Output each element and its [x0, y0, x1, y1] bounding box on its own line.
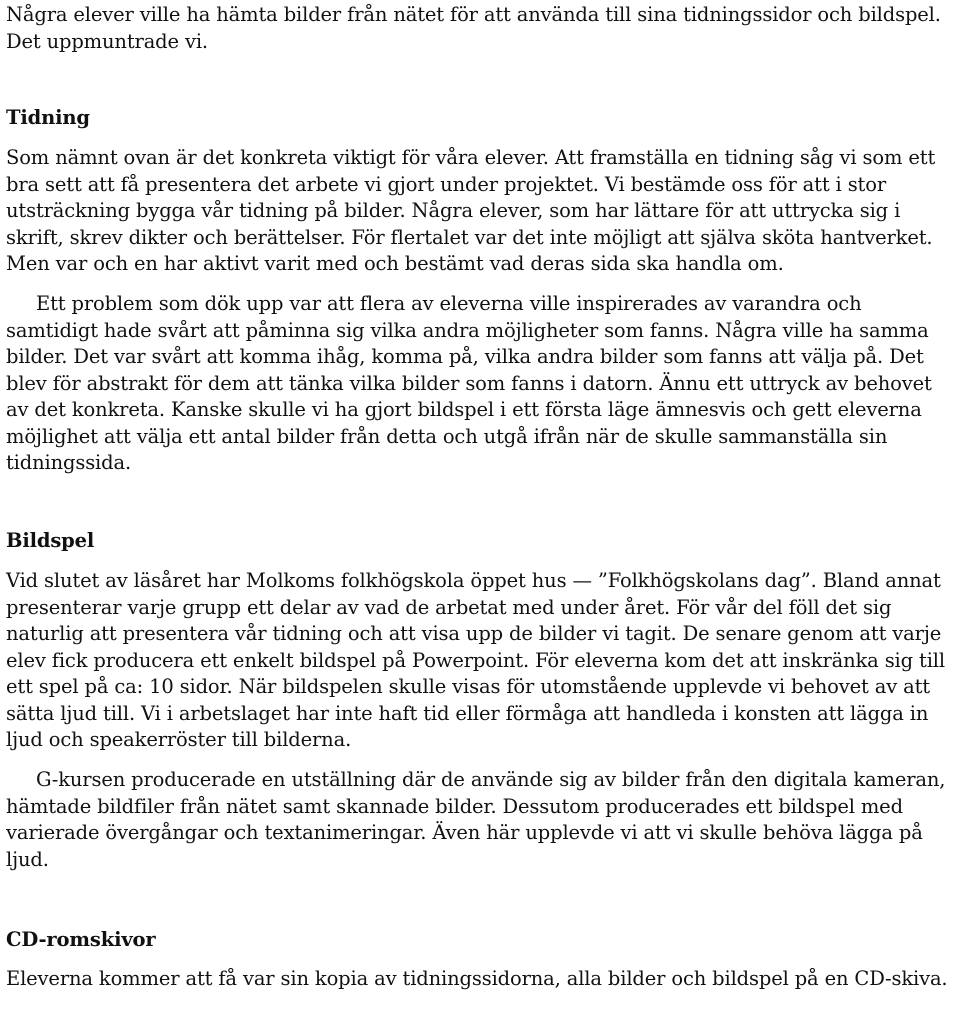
paragraph-tidning-2: Ett problem som dök upp var att flera av eleverna ville inspirerades av varandra och samtidigt hade svårt att påminna sig vilka andra möjligheter som fanns. Några ville ha samma bilder. Det var svårt att komma ihåg, komma på, vilka andra bilder som fanns att välja på. Det blev för abstrakt för dem att tänka vilka bilder som fanns i datorn. Ännu ett uttryck av behovet av det konkreta. Kanske skulle vi ha gjort bildspel i ett första läge ämnesvis och gett eleverna möjlighet att välja ett antal bilder från detta och utgå ifrån när de skulle sammanställa sin tidningssida.	[6, 292, 932, 474]
heading-tidning: Tidning	[6, 106, 90, 129]
intro-paragraph: Några elever ville ha hämta bilder från nätet för att använda till sina tidningssidor och bildspel. Det uppmuntrade vi.	[6, 3, 941, 53]
paragraph-bildspel-1: Vid slutet av läsåret har Molkoms folkhögskola öppet hus — ”Folkhögskolans dag”. Bland annat presenterar varje grupp ett delar av vad de arbetat med under året. För vår del föll det sig naturlig att presentera vår tidning och att visa upp de bilder vi tagit. De senare genom att varje elev fick producera ett enkelt bildspel på Powerpoint. För eleverna kom det att inskränka sig till ett spel på ca: 10 sidor. När bildspelen skulle visas för utomstående upplevde vi behovet av att sätta ljud till. Vi i arbetslaget har inte haft tid eller förmåga att handleda i konsten att lägga in ljud och speakerröster till bilderna.	[6, 569, 945, 751]
paragraph-tidning-1: Som nämnt ovan är det konkreta viktigt för våra elever. Att framställa en tidning såg vi som ett bra sett att få presentera det arbete vi gjort under projektet. Vi bestämde oss för att i stor utsträckning bygga vår tidning på bilder. Några elever, som har lättare för att uttrycka sig i skrift, skrev dikter och berättelser. För flertalet var det inte möjligt att själva sköta hantverket. Men var och en har aktivt varit med och bestämt vad deras sida ska handla om.	[6, 146, 936, 275]
paragraph-bildspel-2: G-kursen producerade en utställning där de använde sig av bilder från den digitala kameran, hämtade bildfiler från nätet samt skannade bilder. Dessutom producerades ett bildspel med varierade övergångar och textanimeringar. Även här upplevde vi att vi skulle behöva lägga på ljud.	[6, 768, 946, 871]
heading-bildspel: Bildspel	[6, 529, 95, 552]
paragraph-cd-romskivor: Eleverna kommer att få var sin kopia av tidningssidorna, alla bilder och bildspel på en CD-skiva.	[6, 967, 948, 990]
heading-cd-romskivor: CD-romskivor	[6, 928, 156, 951]
